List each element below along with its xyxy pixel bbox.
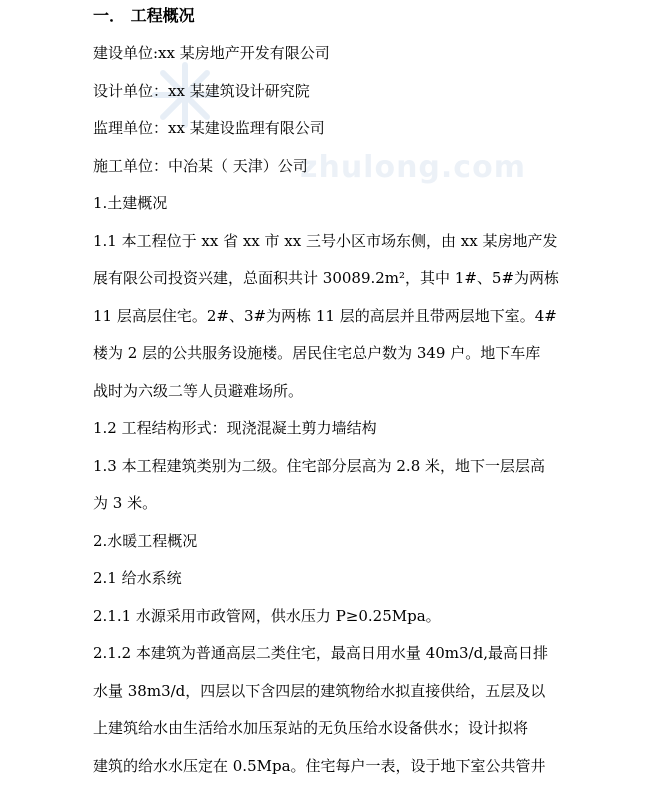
watermark-text: zhulong.com [300, 150, 526, 185]
text-line: 战时为六级二等人员避难场所。 [93, 382, 304, 400]
text-line: 施工单位：中冶某（ 天津）公司 [93, 157, 308, 175]
text-line: 1.2 工程结构形式：现浇混凝土剪力墙结构 [93, 419, 377, 437]
text-line: 建筑的给水水压定在 0.5Mpa。住宅每户一表，设于地下室公共管井 [93, 757, 546, 775]
text-line: 设计单位：xx 某建筑设计研究院 [93, 82, 310, 100]
text-line: 2.1.1 水源采用市政管网，供水压力 P≥0.25Mpa。 [93, 607, 441, 625]
text-line: 1.土建概况 [93, 194, 168, 212]
text-line: 11 层高层住宅。2#、3#为两栋 11 层的高层并且带两层地下室。4# [93, 307, 557, 325]
text-line: 上建筑给水由生活给水加压泵站的无负压给水设备供水；设计拟将 [93, 719, 529, 737]
text-line: 为 3 米。 [93, 494, 158, 512]
text-line: 2.1 给水系统 [93, 569, 182, 587]
text-line: 监理单位：xx 某建设监理有限公司 [93, 119, 325, 137]
text-line: 展有限公司投资兴建，总面积共计 30089.2m²，其中 1#、5#为两栋 [93, 269, 560, 287]
text-line: 1.1 本工程位于 xx 省 xx 市 xx 三号小区市场东侧，由 xx 某房地产发 [93, 232, 558, 250]
section-heading: 一． 工程概况 [93, 6, 195, 25]
text-line: 2.1.2 本建筑为普通高层二类住宅，最高日用水量 40m3/d,最高日排 [93, 644, 548, 662]
text-line: 2.水暖工程概况 [93, 532, 198, 550]
text-line: 水量 38m3/d，四层以下含四层的建筑物给水拟直接供给，五层及以 [93, 682, 546, 700]
text-line: 楼为 2 层的公共服务设施楼。居民住宅总户数为 349 户。地下车库 [93, 344, 541, 362]
text-line: 建设单位:xx 某房地产开发有限公司 [93, 44, 330, 62]
text-line: 1.3 本工程建筑类别为二级。住宅部分层高为 2.8 米，地下一层层高 [93, 457, 546, 475]
